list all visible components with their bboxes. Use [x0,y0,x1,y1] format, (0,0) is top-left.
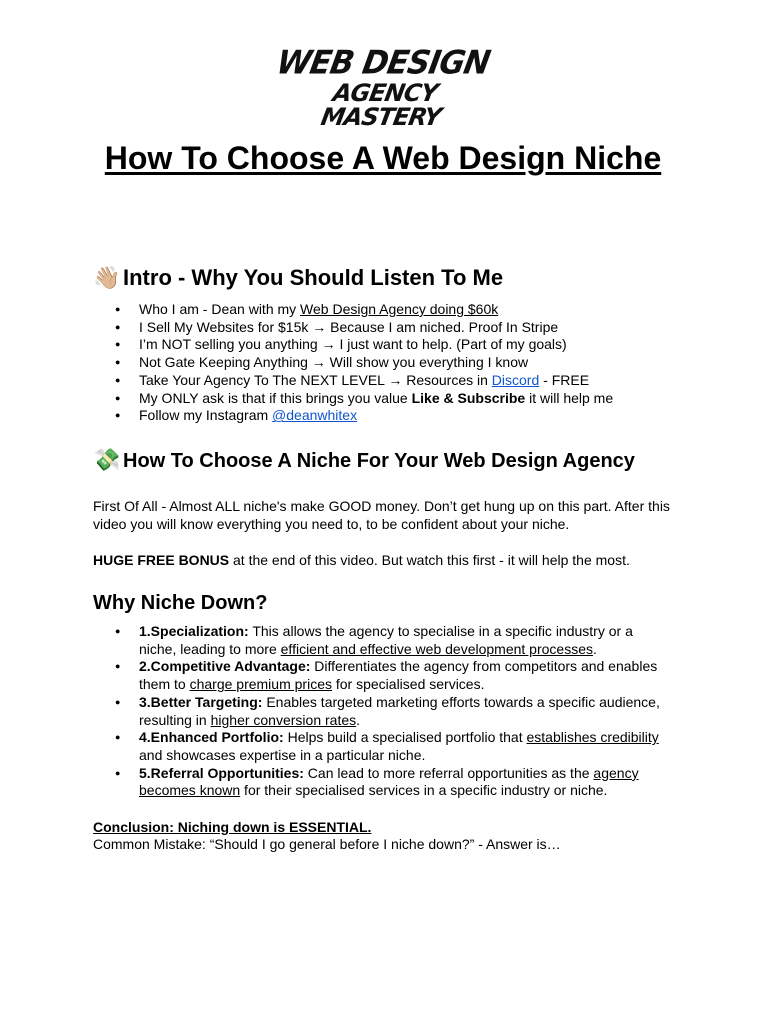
list-item: ● Who I am - Dean with my Web Design Agency doing $60k [93,301,673,319]
bonus-bold: HUGE FREE BONUS [93,552,230,568]
list-item: ● I’m NOT selling you anything → I just want to help. (Part of my goals) [93,336,673,354]
logo-line-1: WEB DESIGN [273,44,493,82]
page-title: How To Choose A Web Design Niche [104,140,662,176]
conclusion [93,818,673,836]
list-item: ● Not Gate Keeping Anything → Will show you everything I know [93,354,673,372]
underlined-text: Web Design Agency doing $60k [300,301,499,317]
list-item: ● Take Your Agency To The NEXT LEVEL → Resources in Discord - FREE [93,372,673,390]
common-mistake: Common Mistake: “Should I go general before I niche down?” - Answer is… [93,836,561,852]
bonus-paragraph: HUGE FREE BONUS at the end of this video. But watch this first - it will help the most. [93,552,630,568]
list-item: ● 5.Referral Opportunities: Can lead to more referral opportunities as the agency becomes known for their specialised services in a specific industry or niche. [93,765,673,800]
instagram-link[interactable]: @deanwhitex [272,407,358,424]
bold-text: Like & Subscribe [411,389,526,406]
list-item: ● My ONLY ask is that if this brings you value Like & Subscribe it will help me [93,390,673,408]
discord-link[interactable]: Discord [491,371,540,388]
niche-heading-text: How To Choose A Niche For Your Web Design Agency [123,450,635,472]
intro-heading [93,264,503,292]
why-list [93,623,673,800]
list-item: ● Follow my Instagram @deanwhitex [93,407,673,425]
money-wings-icon: 💸 [93,447,121,472]
niche-heading [93,446,635,475]
intro-heading-text: Intro - Why You Should Listen To Me [123,265,504,290]
list-item: ● 2.Competitive Advantage: Differentiates the agency from competitors and enables them to charge premium prices for specialised services. [93,658,673,693]
list-item: ● 3.Better Targeting: Enables targeted marketing efforts towards a specific audience, resulting in higher conversion rates. [93,694,673,729]
why-heading: Why Niche Down? [93,592,268,614]
conclusion-text: Conclusion: Niching down is ESSENTIAL. [93,819,372,835]
intro-list [93,301,673,425]
waving-hand-icon: 👋🏼 [93,265,121,290]
brand-logo [273,44,493,131]
niche-paragraph: First Of All - Almost ALL niche's make GOOD money. Don’t get hung up on this part. After this video you will know everything you need to, to be confident about your niche. [93,498,670,532]
logo-line-2: AGENCY MASTERY [318,79,443,131]
list-item: ● 4.Enhanced Portfolio: Helps build a specialised portfolio that establishes credibility and showcases expertise in a particular niche. [93,729,673,764]
list-item: ● 1.Specialization: This allows the agency to specialise in a specific industry or a niche, leading to more efficient and effective web development processes. [93,623,673,658]
list-item: ● I Sell My Websites for $15k → Because I am niched. Proof In Stripe [93,319,673,337]
